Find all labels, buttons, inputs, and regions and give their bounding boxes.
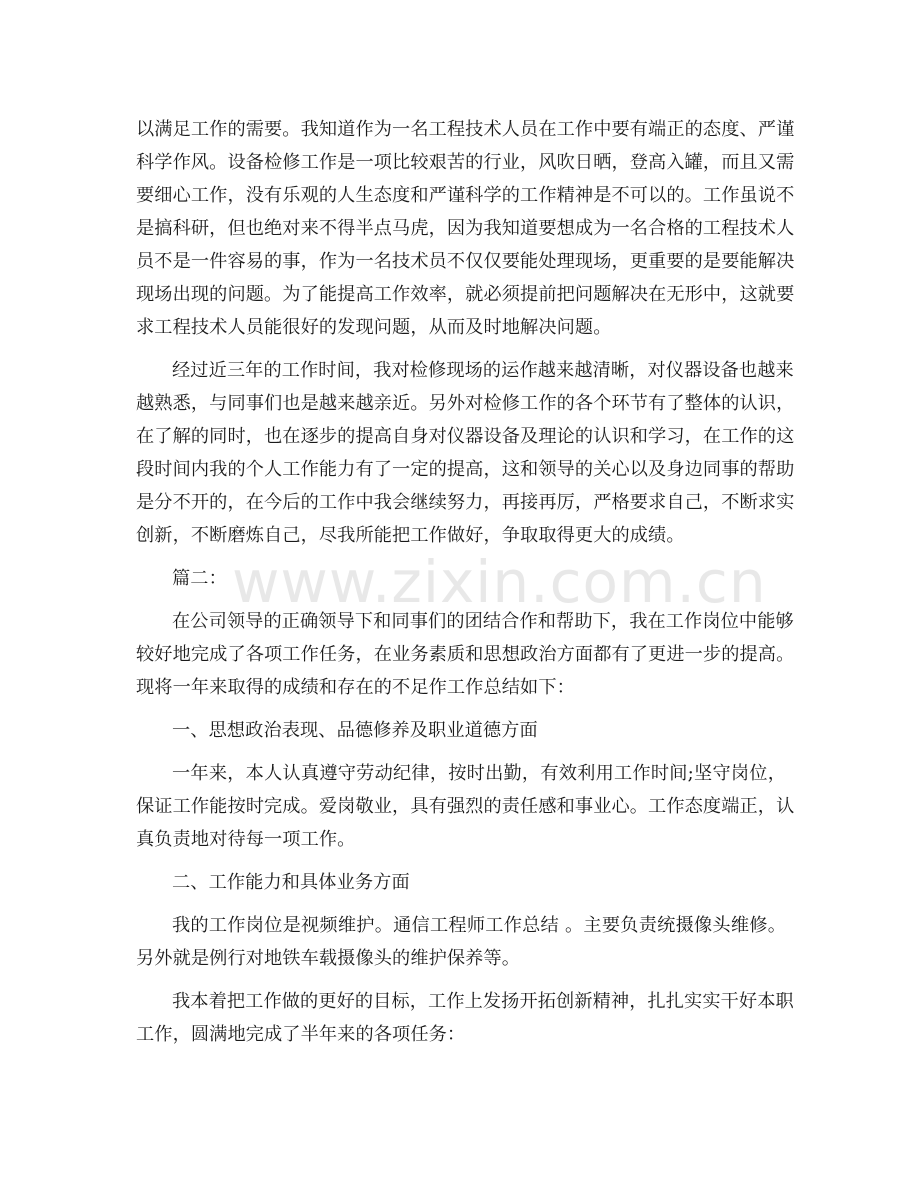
paragraph [136,757,795,856]
text-line: 科学作风。设备检修工作是一项比较艰苦的行业，风吹日晒，登高入罐，而且又需 [136,152,795,173]
paragraph-gap [136,856,786,866]
text-line: 创新，不断磨炼自己，尽我所能把工作做好，争取取得更大的成绩。 [136,525,685,546]
text-line: 越熟悉，与同事们也是越来越亲近。另外对检修工作的各个环节有了整体的认识， [136,393,795,414]
paragraph-gap [136,975,786,985]
text-line: 员不是一件容易的事，作为一名技术员不仅仅要能处理现场，更重要的是要能解决 [136,251,795,272]
text-line: 我本着把工作做的更好的目标，工作上发扬开拓创新精神，扎扎实实干好本职 [172,991,794,1012]
text-line: 保证工作能按时完成。爱岗敬业，具有强烈的责任感和事业心。工作态度端正，认 [136,796,795,817]
text-line: 我的工作岗位是视频维护。通信工程师工作总结 。主要负责统摄像头维修。 [172,915,786,936]
paragraph-gap [136,899,786,909]
paragraph [136,866,786,899]
text-line: 一、思想政治表现、品德修养及职业道德方面 [172,720,538,741]
text-line: 现场出现的问题。为了能提高工作效率，就必须提前把问题解决在无形中，这就要 [136,284,795,305]
text-line: 以满足工作的需要。我知道作为一名工程技术人员在工作中要有端正的态度、严谨 [136,119,795,140]
text-line: 另外就是例行对地铁车载摄像头的维护保养等。 [136,948,521,969]
text-line: 段时间内我的个人工作能力有了一定的提高，这和领导的关心以及身边同事的帮助 [136,459,795,480]
text-line: 真负责地对待每一项工作。 [136,829,356,850]
watermark: www.zixin.com.cn [232,548,767,616]
text-line: 在公司领导的正确领导下和同事们的团结合作和帮助下，我在工作岗位中能够 [172,611,794,632]
text-line: 求工程技术人员能很好的发现问题，从而及时地解决问题。 [136,317,612,338]
paragraph [136,909,786,975]
paragraph [136,605,795,704]
text-line: 是分不开的，在今后的工作中我会继续努力，再接再厉，严格要求自己，不断求实 [136,492,795,513]
text-line: 二、工作能力和具体业务方面 [172,872,410,893]
text-line: 篇二： [172,568,227,589]
text-line: 工作，圆满地完成了半年来的各项任务： [136,1024,466,1045]
paragraph [136,562,786,595]
text-line: 较好地完成了各项工作任务，在业务素质和思想政治方面都有了更进一步的提高。 [136,644,795,665]
text-line: 经过近三年的工作时间，我对检修现场的运作越来越清晰，对仪器设备也越来 [172,360,794,381]
text-line: 一年来，本人认真遵守劳动纪律，按时出勤，有效利用工作时间;坚守岗位， [172,763,786,784]
paragraph-gap [136,552,786,562]
paragraph-gap [136,704,786,714]
paragraph-gap [136,344,786,354]
text-line: 是搞科研，但也绝对来不得半点马虎，因为我知道要想成为一名合格的工程技术人 [136,218,795,239]
text-line: 在了解的同时，也在逐步的提高自身对仪器设备及理论的认识和学习，在工作的这 [136,426,795,447]
paragraph [136,714,786,747]
text-line: 现将一年来取得的成绩和存在的不足作工作总结如下： [136,677,575,698]
paragraph [136,985,794,1051]
paragraph-gap [136,747,786,757]
document-body [136,113,795,1051]
paragraph [136,113,795,344]
paragraph [136,354,795,552]
text-line: 要细心工作，没有乐观的人生态度和严谨科学的工作精神是不可以的。工作虽说不 [136,185,795,206]
paragraph-gap [136,595,786,605]
